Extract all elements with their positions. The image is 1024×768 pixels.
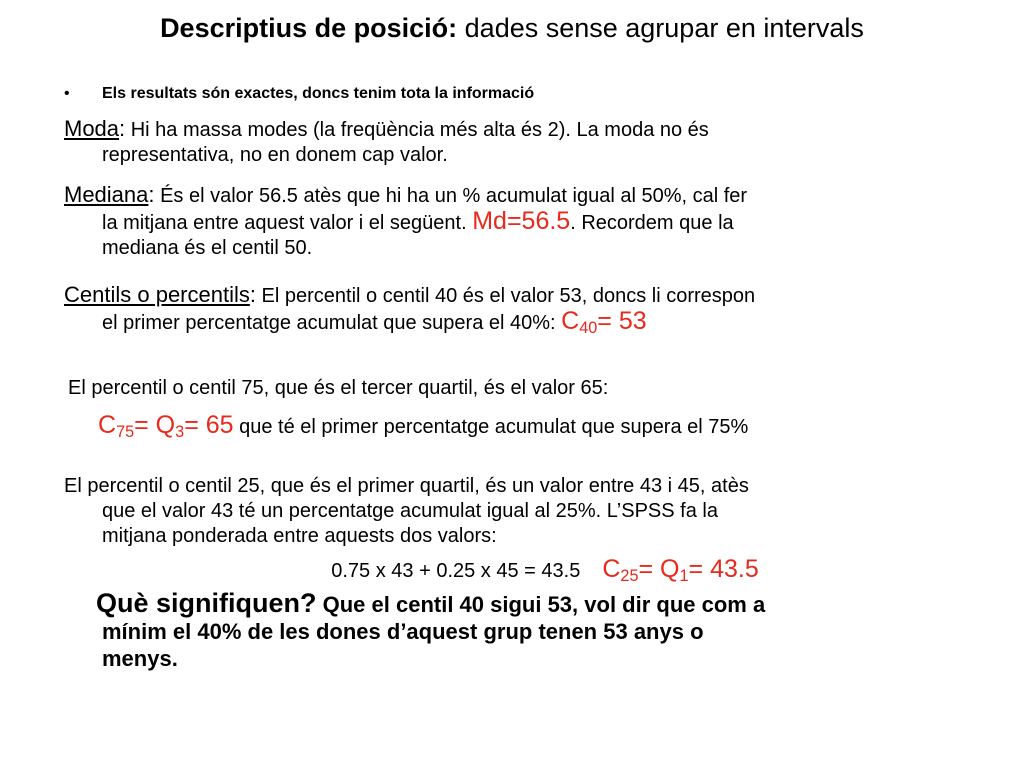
question-head: Què signifiquen? xyxy=(96,588,317,618)
centils-colon: : xyxy=(249,282,256,307)
centils-term: Centils o percentils xyxy=(64,282,250,307)
c40-letter: C xyxy=(561,307,580,335)
slide-title xyxy=(0,10,1024,46)
c40-value: = 53 xyxy=(597,307,647,335)
q1-subscript: 1 xyxy=(679,567,689,586)
centils-paragraph xyxy=(64,282,964,336)
c25-letter: C xyxy=(602,555,621,583)
c40-subscript: 40 xyxy=(579,319,598,338)
q3-letter: = Q xyxy=(134,411,176,439)
title-rest: dades sense agrupar en intervals xyxy=(464,13,864,43)
question-line1: Que el centil 40 sigui 53, vol dir que com a xyxy=(316,592,766,617)
centils-line2: el primer percentatge acumulat que supera el 40%: xyxy=(102,312,562,334)
moda-paragraph xyxy=(64,116,964,168)
c25-notation xyxy=(602,555,759,586)
formula-line xyxy=(0,554,1024,586)
centil25-line1: El percentil o centil 25, que és el primer quartil, és un valor entre 43 i 45, atès xyxy=(64,475,749,497)
title-bold: Descriptius de posició: xyxy=(160,13,458,43)
centil25-line2: que el valor 43 té un percentatge acumulat igual al 25%. L’SPSS fa la xyxy=(102,500,718,522)
moda-line2: representativa, no en donem cap valor. xyxy=(102,144,448,166)
centils-line1: El percentil o centil 40 és el valor 53, doncs li correspon xyxy=(256,285,756,307)
bullet-text: Els resultats són exactes, doncs tenim tota la informació xyxy=(102,85,535,102)
bullet-dot: • xyxy=(64,85,70,102)
mediana-highlight: Md=56.5 xyxy=(472,207,571,235)
c25-subscript: 25 xyxy=(620,567,639,586)
c40-notation xyxy=(561,307,647,338)
c75-letter: C xyxy=(98,411,117,439)
c75-post: que té el primer percentatge acumulat que supera el 75% xyxy=(233,416,749,438)
formula-expression: 0.75 x 43 + 0.25 x 45 = 43.5 xyxy=(331,560,581,582)
c75-subscript: 75 xyxy=(116,423,135,442)
centil25-line3: mitjana ponderada entre aquests dos valors: xyxy=(102,525,497,547)
mediana-line2-post: . Recordem que la xyxy=(570,212,734,234)
c75-line xyxy=(98,408,748,444)
mediana-paragraph xyxy=(64,182,964,261)
q3-subscript: 3 xyxy=(175,423,185,442)
question-paragraph xyxy=(64,590,1002,672)
moda-colon: : xyxy=(119,116,126,141)
mediana-colon: : xyxy=(148,182,155,207)
c75-value: = 65 xyxy=(184,411,234,439)
question-line2: mínim el 40% de les dones d’aquest grup tenen 53 anys o xyxy=(102,619,704,644)
c75-notation xyxy=(98,411,234,442)
q1-letter: = Q xyxy=(638,555,680,583)
mediana-term: Mediana xyxy=(64,182,149,207)
mediana-line2-pre: la mitjana entre aquest valor i el següent. xyxy=(102,212,473,234)
moda-line1: Hi ha massa modes (la freqüència més alta és 2). La moda no és xyxy=(125,119,709,141)
question-line3: menys. xyxy=(102,646,178,671)
centil75-text: El percentil o centil 75, que és el tercer quartil, és el valor 65: xyxy=(68,377,609,399)
mediana-line1: És el valor 56.5 atès que hi ha un % acumulat igual al 50%, cal fer xyxy=(154,185,748,207)
centil25-paragraph xyxy=(64,474,964,549)
mediana-line3: mediana és el centil 50. xyxy=(102,237,313,259)
moda-term: Moda xyxy=(64,116,120,141)
c25-value: = 43.5 xyxy=(688,555,759,583)
bullet-item xyxy=(64,82,534,106)
